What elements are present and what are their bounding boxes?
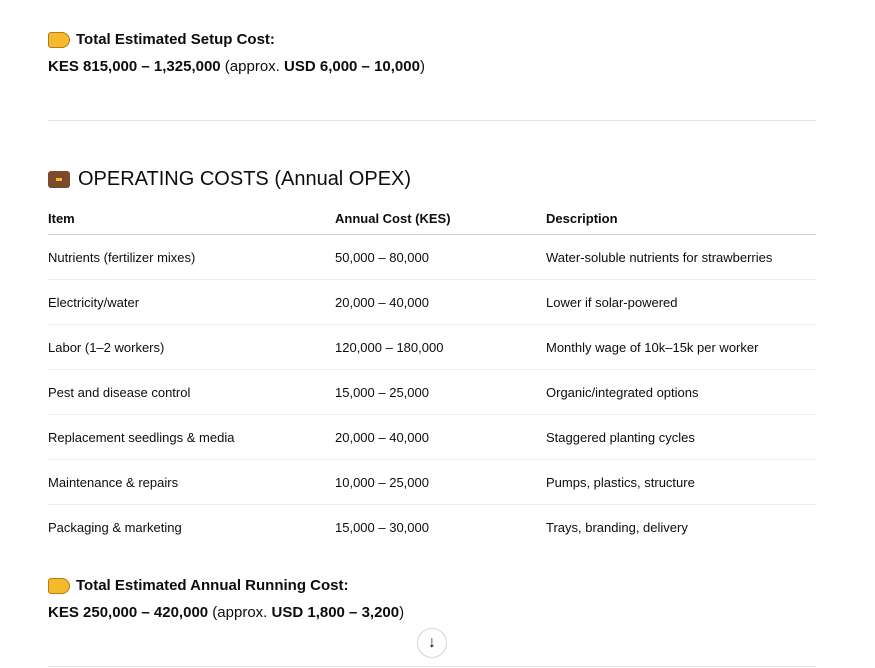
heading-text: OPERATING COSTS (Annual OPEX) [78,168,412,190]
pointing-hand-icon [48,32,70,48]
header-description: Description [546,202,816,235]
cell-cost: 120,000 – 180,000 [335,325,546,370]
divider [48,120,816,121]
arrow-down-icon: ↓ [428,634,436,651]
cell-description: Staggered planting cycles [546,415,816,460]
cell-item: Nutrients (fertilizer mixes) [48,235,335,280]
cell-description: Pumps, plastics, structure [546,460,816,505]
table-row [48,460,816,505]
cell-cost: 15,000 – 25,000 [335,370,546,415]
setup-total-label: Total Estimated Setup Cost: [76,31,275,48]
divider [48,666,816,667]
approx-text: (approx. [220,58,285,75]
table-row [48,415,816,460]
cell-cost: 10,000 – 25,000 [335,460,546,505]
cell-description: Lower if solar-powered [546,280,816,325]
paren: ) [419,58,425,75]
cell-cost: 20,000 – 40,000 [335,280,546,325]
cell-item: Pest and disease control [48,370,335,415]
header-cost: Annual Cost (KES) [335,202,546,235]
pointing-hand-icon [48,578,70,594]
cell-cost: 50,000 – 80,000 [335,235,546,280]
briefcase-icon [48,171,70,188]
cell-description: Water-soluble nutrients for strawberries [546,235,816,280]
running-total [48,577,816,621]
section-heading [48,168,816,191]
table-row [48,280,816,325]
usd-range: USD 1,800 – 3,200 [271,604,400,621]
setup-total [48,31,816,75]
usd-range: USD 6,000 – 10,000 [284,58,420,75]
cell-item: Replacement seedlings & media [48,415,335,460]
cell-description: Trays, branding, delivery [546,519,688,535]
cell-item: Packaging & marketing [48,519,182,535]
table-row [48,235,816,280]
cell-item: Labor (1–2 workers) [48,325,335,370]
opex-table [48,202,816,549]
paren: ) [399,604,405,621]
cell-cost: 20,000 – 40,000 [335,415,546,460]
running-total-value [48,604,816,621]
cell-item: Electricity/water [48,280,335,325]
cell-description: Organic/integrated options [546,370,816,415]
scroll-down-button[interactable] [417,628,447,658]
table-row [48,370,816,415]
kes-range: KES 815,000 – 1,325,000 [48,58,221,75]
running-total-label: Total Estimated Annual Running Cost: [76,577,349,594]
cell-item: Maintenance & repairs [48,460,335,505]
approx-text: (approx. [208,604,272,621]
table-row [48,325,816,370]
cell-description: Monthly wage of 10k–15k per worker [546,325,816,370]
table-row [48,505,816,550]
cell-cost: 15,000 – 30,000 [335,519,429,535]
setup-total-value [48,58,816,75]
header-item: Item [48,202,335,235]
kes-range: KES 250,000 – 420,000 [48,604,209,621]
